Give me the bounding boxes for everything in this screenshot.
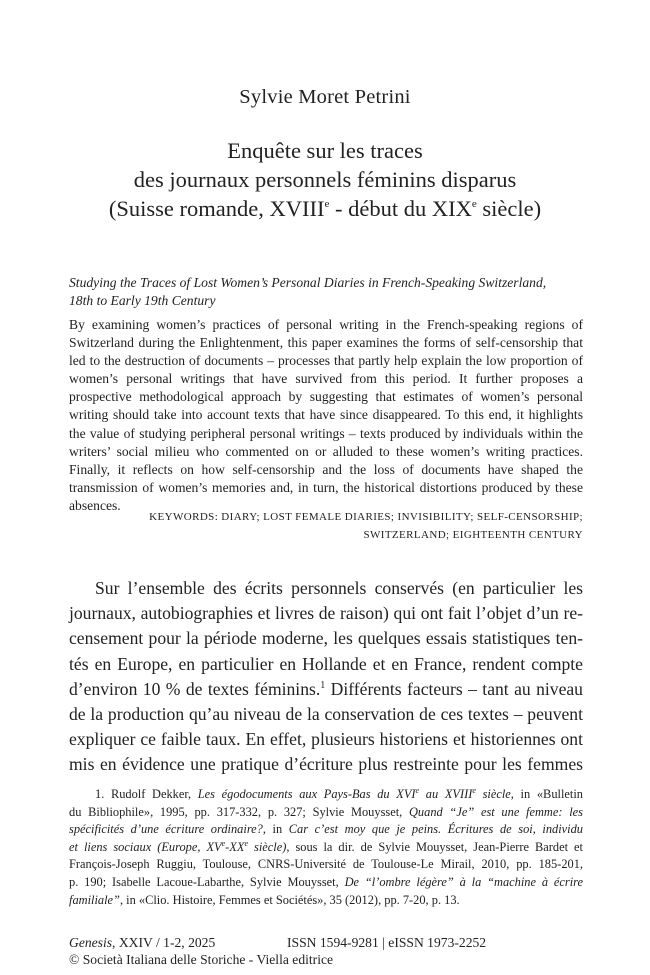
footnote-part: De “l’ombre légère” à la “machine à écrire	[344, 874, 583, 889]
article-title	[0, 136, 650, 223]
footnote	[69, 786, 583, 909]
title-line-3	[0, 194, 650, 223]
footnote-line	[69, 892, 583, 910]
body-line: de la production qu’au niveau de la conservation de ces textes – peuvent	[69, 704, 583, 725]
footnote-part: et liens sociaux (Europe, XV	[69, 839, 222, 854]
copyright: © Società Italiana delle Storiche - Viella editrice	[69, 952, 334, 967]
title-line-3-part: (Suisse romande, XVIII	[108, 196, 325, 221]
issn: ISSN 1594-9281 | eISSN 1973-2252	[287, 935, 487, 950]
body-line: expliquer ce faible taux. En effet, plusieurs historiens et historiennes ont	[69, 729, 583, 750]
author-name: Sylvie Moret Petrini	[239, 86, 411, 108]
english-title-line-2: 18th to Early 19th Century	[69, 293, 216, 308]
body-line-part: Différents facteurs – tant au niveau	[325, 678, 583, 699]
footnote-line	[69, 804, 583, 822]
english-title	[69, 274, 583, 310]
keywords-line-2: SWITZERLAND; EIGHTEENTH CENTURY	[363, 529, 583, 541]
century-superscript: e	[324, 198, 330, 210]
title-line-1: Enquête sur les traces	[227, 138, 423, 163]
body-line-part: d’environ 10 % de textes féminins.	[69, 678, 321, 699]
footnote-part: e	[415, 786, 420, 795]
body-line: tés en Europe, en particulier en Hollande et en France, rendent compte	[69, 653, 583, 674]
body-line: mis en évidence une pratique d’écriture plus restreinte pour les femmes	[69, 754, 583, 775]
journal-name: Genesis	[69, 935, 113, 950]
footnote-line	[69, 874, 583, 892]
footnote-part: p. 190; Isabelle Lacoue-Labarthe, Sylvie Mouysset,	[69, 874, 345, 889]
title-line-3-part: siècle)	[476, 196, 542, 221]
footnote-part: du Bibliophile», 1995, pp. 317-332, p. 327; Sylvie Mouysset,	[69, 804, 409, 819]
body-line: journaux, autobiographies et livres de raison) qui ont fait l’objet d’un re-	[69, 603, 583, 624]
english-title-line-1: Studying the Traces of Lost Women’s Personal Diaries in French-Speaking Switzerland,	[69, 275, 547, 290]
footnote-part: au XVIII	[419, 787, 473, 801]
footnote-line	[69, 786, 583, 804]
footnote-part: 1. Rudolf Dekker,	[95, 787, 198, 801]
footnote-part: spécificités d’une écriture ordinaire?	[69, 822, 263, 837]
journal-volume: , XXIV / 1-2, 2025	[112, 935, 216, 950]
footnote-part: e	[221, 838, 226, 848]
footnote-part: siècle)	[248, 839, 287, 854]
footnote-part: siècle	[475, 787, 511, 801]
footnote-part: , in «Clio. Histoire, Femmes et Sociétés», 35 (2012), pp. 7-20, p. 13.	[119, 892, 460, 907]
abstract: By examining women’s practices of personal writing in the French-speaking regions of Switzerland during the Enlightenment, this paper examines the forms of self-censorship that led to the destruction of documents – processes that partly help explain the low proportion of women’s personal writings that have survived from this period. It further proposes a prospective methodological approach by suggesting that estimates of women’s personal writing should take into account texts that have since disappeared. To this end, it highlights the value of studying peripheral personal writings – texts produced by individuals within the writers’ social milieu who commented on or alluded to these women’s writing practices. Finally, it reflects on how self-censorship and the loss of documents have shaped the transmission of women’s memories and, in turn, the historical distortions produced by these absences.	[69, 317, 583, 513]
footnote-line	[69, 821, 583, 839]
footnote-line	[69, 839, 583, 857]
body-paragraph	[69, 576, 583, 778]
footnote-reference[interactable]: 1	[320, 679, 326, 691]
footnote-part: e	[472, 786, 476, 795]
footnote-part: , in «Bulletin	[510, 787, 583, 801]
body-line	[69, 677, 583, 702]
body-line: Sur l’ensemble des écrits personnels conservés (en particulier les	[95, 578, 583, 598]
keywords-line-1: KEYWORDS: DIARY; LOST FEMALE DIARIES; INVISIBILITY; SELF-CENSORSHIP;	[149, 511, 583, 523]
footnote-part: Les égodocuments aux Pays-Bas du XVI	[197, 787, 416, 801]
footnote-part: , sous la dir. de Sylvie Mouysset, Jean-Pierre Bardet et	[286, 839, 583, 854]
footnote-part: Quand “Je” est une femme: les	[408, 804, 583, 819]
footnote-part: Car c’est moy que je peins. Écritures de soi, individu	[288, 822, 583, 837]
footnote-part: -XX	[225, 839, 245, 854]
footnote-line: François-Joseph Ruggiu, Toulouse, CNRS-Université de Toulouse-Le Mirail, 2010, pp. 185-201,	[69, 857, 583, 872]
body-line: censement pour la période moderne, les quelques essais statistiques ten-	[69, 628, 583, 649]
century-superscript: e	[471, 198, 477, 210]
page-footer	[69, 934, 583, 968]
footnote-part: familiale”	[69, 892, 120, 907]
footnote-part: e	[244, 838, 248, 848]
title-line-2: des journaux personnels féminins disparus	[133, 167, 517, 192]
footnote-part: , in	[262, 822, 289, 837]
title-line-3-part: - début du XIX	[329, 196, 472, 221]
